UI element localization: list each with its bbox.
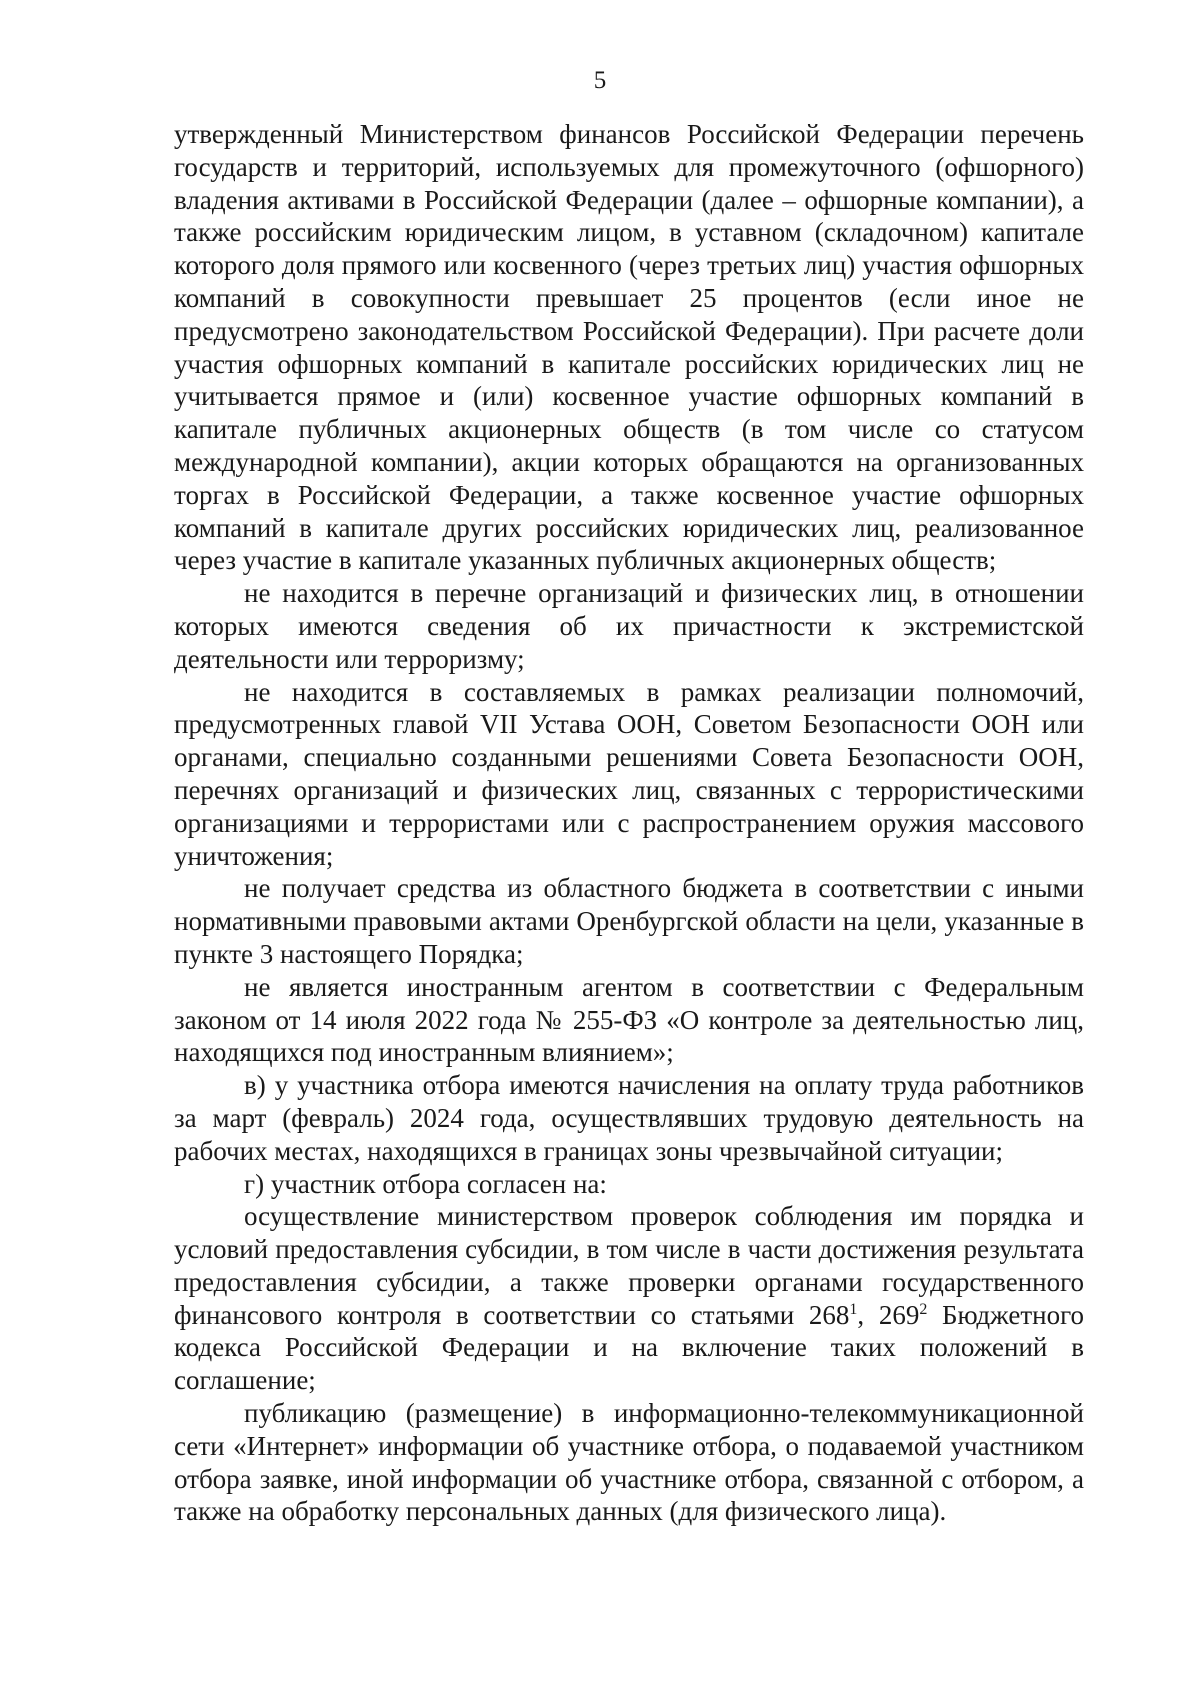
- paragraph-offshore-companies: утвержденный Министерством финансов Российской Федерации перечень государств и территорий, используемых для промежуточного (офшорного) владения активами в Российской Федерации (далее – офшорные компании), а также российским юридическим лицом, в уставном (складочном) капитале которого доля прямого или косвенного (через третьих лиц) участия офшорных компаний в совокупности превышает 25 процентов (если иное не предусмотрено законодательством Российской Федерации). При расчете доли участия офшорных компаний в капитале российских юридических лиц не учитывается прямое и (или) косвенное участие офшорных компаний в капитале публичных акционерных обществ (в том числе со статусом международной компании), акции которых обращаются на организованных торгах в Российской Федерации, а также косвенное участие офшорных компаний в капитале других российских юридических лиц, реализованное через участие в капитале указанных публичных акционерных обществ;: [174, 119, 1084, 576]
- page-number: 5: [593, 67, 607, 94]
- article-269-superscript: 2: [919, 1300, 928, 1318]
- paragraph-consent-heading: г) участник отбора согласен на:: [244, 1168, 607, 1199]
- article-268-superscript: 1: [849, 1300, 858, 1318]
- inspections-text-after: Бюджетного кодекса Российской Федерации и на включение таких положений в соглашение;: [174, 1299, 1084, 1396]
- inspections-text-before: осуществление министерством проверок соблюдения им порядка и условий предоставления субсидии, в том числе в части достижения результата предоставления субсидии, а также проверки органами государственного финансового контроля в соответствии со статьями 268: [174, 1201, 1084, 1330]
- document-body: [174, 118, 1084, 1528]
- paragraph-consent-publication: публикацию (размещение) в информационно-телекоммуникационной сети «Интернет» информации об участнике отбора, о подаваемой участником отбора заявке, иной информации об участнике отбора, связанной с отбором, а также на обработку персональных данных (для физического лица).: [174, 1398, 1084, 1527]
- paragraph-consent-inspections: [174, 1200, 1084, 1397]
- paragraph-payroll-accruals: в) у участника отбора имеются начисления на оплату труда работников за март (февраль) 2024 года, осуществлявших трудовую деятельность на рабочих местах, находящихся в границах зоны чрезвычайной ситуации;: [174, 1070, 1084, 1166]
- inspections-text-middle: , 269: [857, 1299, 920, 1330]
- paragraph-no-other-budget-funds: не получает средства из областного бюджета в соответствии с иными нормативными правовыми актами Оренбургской области на цели, указанные в пункте 3 настоящего Порядка;: [174, 873, 1084, 969]
- paragraph-extremism-list: не находится в перечне организаций и физических лиц, в отношении которых имеются сведения об их причастности к экстремистской деятельности или терроризму;: [174, 578, 1084, 674]
- paragraph-not-foreign-agent: не является иностранным агентом в соответствии с Федеральным законом от 14 июля 2022 года № 255-ФЗ «О контроле за деятельностью лиц, находящихся под иностранным влиянием»;: [174, 971, 1084, 1068]
- paragraph-un-sanctions-list: не находится в составляемых в рамках реализации полномочий, предусмотренных главой VII Устава ООН, Советом Безопасности ООН или органами, специально созданными решениями Совета Безопасности ООН, перечнях организаций и физических лиц, связанных с террористическими организациями и террористами или с распространением оружия массового уничтожения;: [174, 676, 1084, 871]
